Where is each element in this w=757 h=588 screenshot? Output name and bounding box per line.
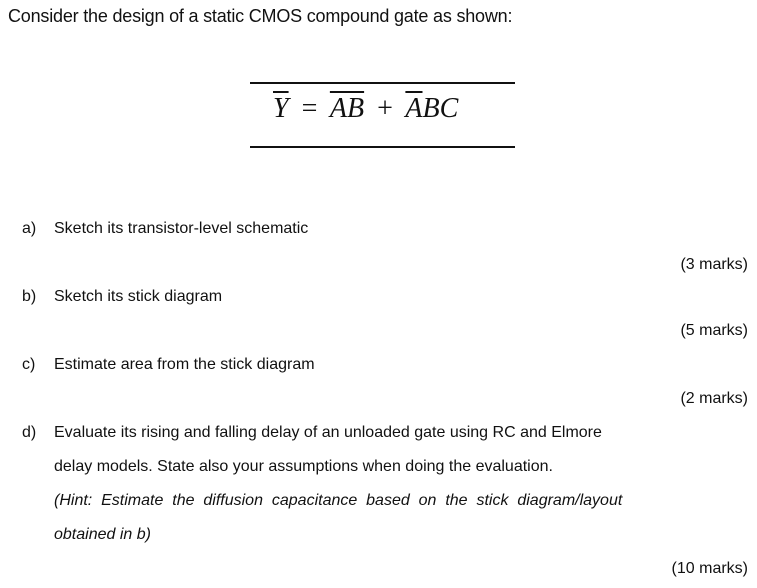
question-b-marks: (5 marks) bbox=[680, 322, 748, 339]
equation-term2-rest: BC bbox=[422, 93, 459, 124]
equation-bottom-rule bbox=[250, 146, 515, 148]
question-a bbox=[22, 218, 308, 240]
equation-term2-complemented: $\overline{A}$ bbox=[405, 93, 423, 124]
equation-term1: $\overline{AB}$ bbox=[329, 93, 365, 124]
question-d bbox=[22, 422, 602, 444]
question-a-text: Sketch its transistor-level schematic bbox=[54, 220, 309, 237]
intro-text: Consider the design of a static CMOS compound gate as shown: bbox=[8, 6, 513, 26]
question-d-hint-line1: (Hint: Estimate the diffusion capacitance based on the stick diagram/layout bbox=[54, 492, 623, 509]
boolean-equation bbox=[273, 91, 458, 127]
equation-equals: = bbox=[301, 93, 318, 124]
question-b bbox=[22, 286, 222, 308]
question-a-marks: (3 marks) bbox=[680, 256, 748, 273]
question-d-hint-line2: obtained in b) bbox=[54, 526, 151, 543]
question-c-text: Estimate area from the stick diagram bbox=[54, 356, 315, 373]
question-b-letter: b) bbox=[22, 288, 37, 305]
question-a-letter: a) bbox=[22, 220, 37, 237]
question-c-letter: c) bbox=[22, 356, 36, 373]
question-c bbox=[22, 354, 315, 376]
equation-output: $\overline{Y}$ bbox=[273, 93, 289, 124]
question-d-letter: d) bbox=[22, 424, 37, 441]
equation-top-rule bbox=[250, 82, 515, 84]
equation-plus: + bbox=[377, 93, 393, 124]
question-c-marks: (2 marks) bbox=[680, 390, 748, 407]
question-d-marks: (10 marks) bbox=[671, 560, 748, 577]
question-d-text-line2: delay models. State also your assumptions when doing the evaluation. bbox=[54, 458, 553, 475]
question-b-text: Sketch its stick diagram bbox=[54, 288, 223, 305]
question-d-text: Evaluate its rising and falling delay of an unloaded gate using RC and Elmore bbox=[54, 424, 602, 441]
